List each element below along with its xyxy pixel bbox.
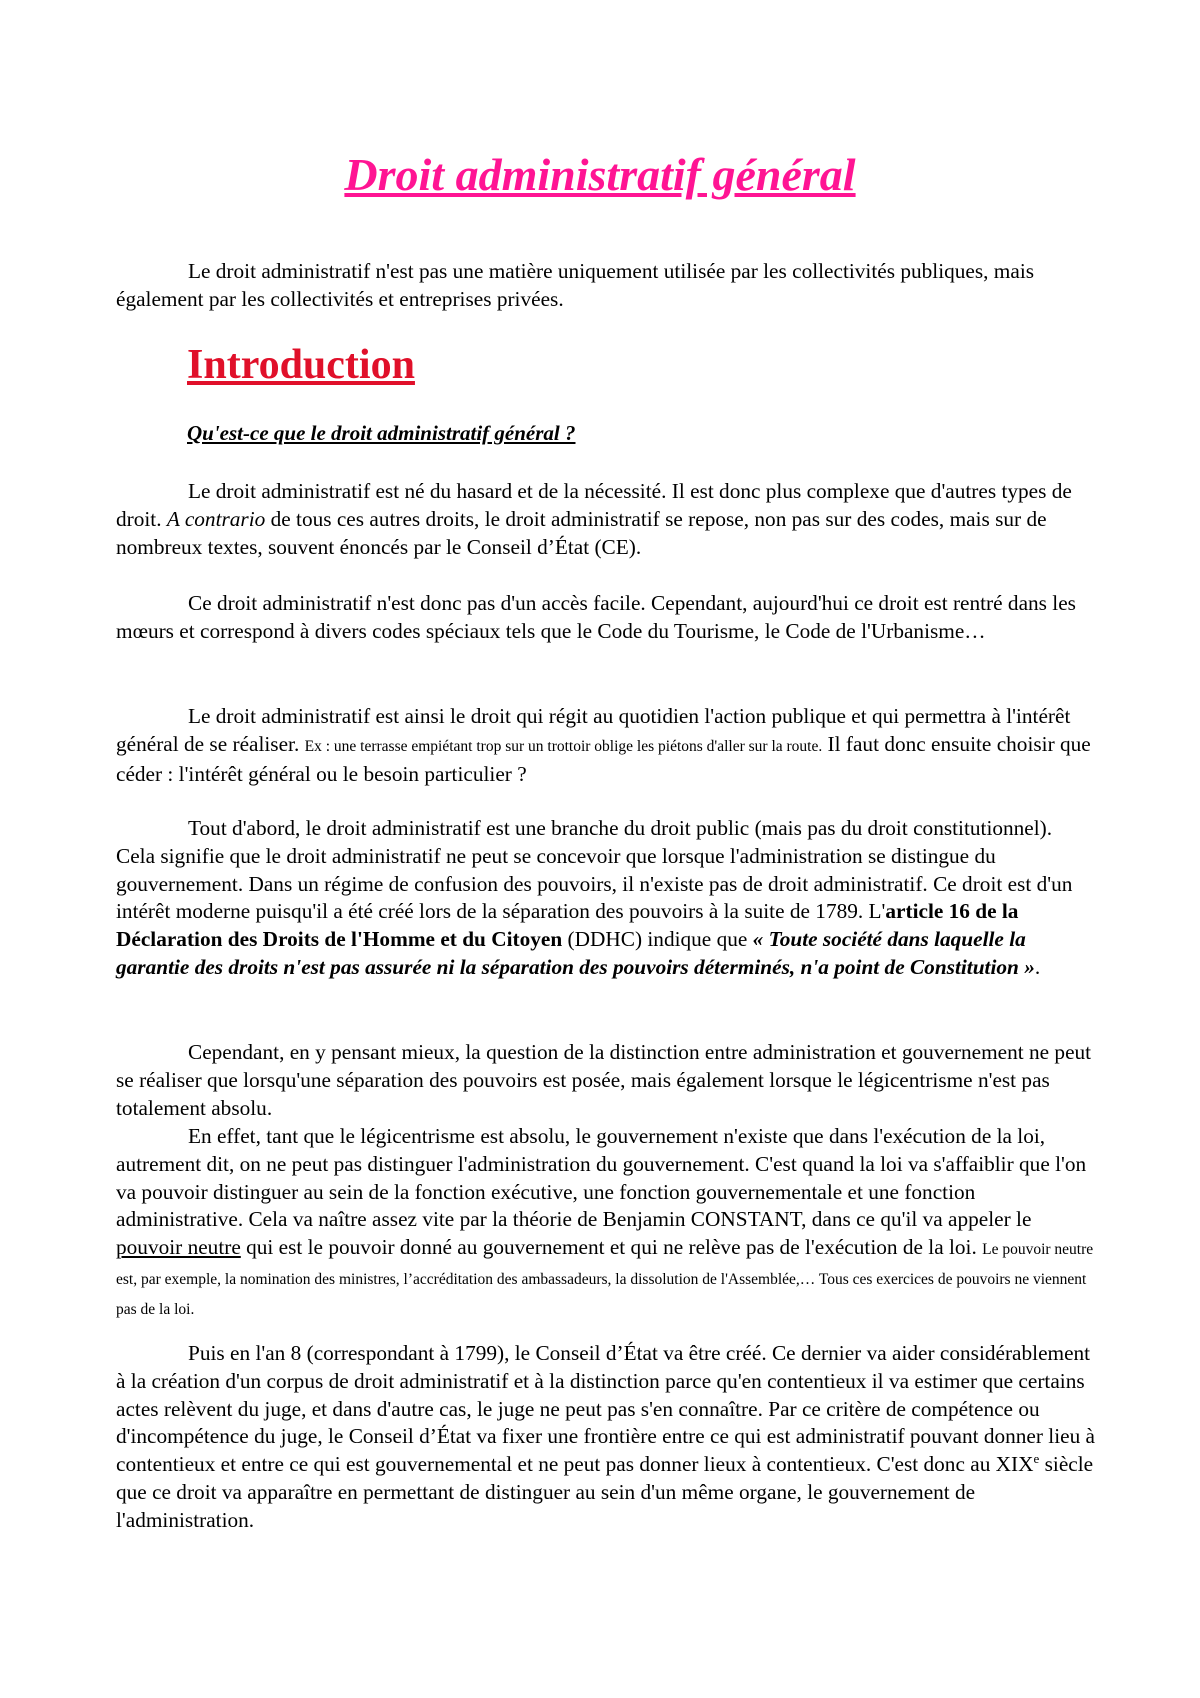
paragraph-3-text-a: Le droit administratif est ainsi le droit qui régit au quotidien l'action publique et qui permettra à l'intérêt général de se réaliser. (116, 704, 1071, 756)
question-subheading: Qu'est-ce que le droit administratif général ? (187, 421, 576, 445)
section-heading-introduction: Introduction (187, 342, 415, 388)
paragraph-4-quote: « Toute société dans laquelle la garantie des droits n'est pas assurée ni la séparation des pouvoirs déterminés, n'a point de Constitution » (116, 927, 1035, 979)
paragraph-4-text-c: (DDHC) indique que (562, 927, 753, 952)
paragraph-4-text-a: Tout d'abord, le droit administratif est une branche du droit public (mais pas du droit constitutionnel). Cela signifie que le droit administratif ne peut se concevoir que lorsque l'administration se distingue du gouvernement. Dans un régime de confusion des pouvoirs, il n'existe pas de droit administratif. Ce droit est d'un intérêt moderne puisqu'il a été créé lors de la séparation des pouvoirs à la suite de 1789. L' (116, 816, 1073, 924)
paragraph-4-text-e: . (1034, 954, 1041, 979)
paragraph-7 (116, 1340, 1096, 1535)
paragraph-5: Cependant, en y pensant mieux, la question de la distinction entre administration et gouvernement ne peut se réaliser que lorsqu'une séparation des pouvoirs est posée, mais également lorsque le légicentrisme n'est pas totalement absolu. (116, 1040, 1092, 1120)
paragraph-3 (116, 703, 1096, 788)
paragraph-4 (116, 815, 1096, 982)
document-title: Droit administratif général (344, 149, 856, 200)
paragraph-6-text-a: En effet, tant que le légicentrisme est absolu, le gouvernement n'existe que dans l'exécution de la loi, autrement dit, on ne peut pas distinguer l'administration du gouvernement. C'est quand la loi va s'affaiblir que l'on va pouvoir distinguer au sein de la fonction exécutive, une fonction gouvernementale et une fonction administrative. Cela va naître assez vite par la théorie de Benjamin CONSTANT, dans ce qu'il va appeler le (116, 1124, 1087, 1232)
paragraph-2: Ce droit administratif n'est donc pas d'un accès facile. Cependant, aujourd'hui ce droit est rentré dans les mœurs et correspond à divers codes spéciaux tels que le Code du Tourisme, le Code de l'Urbanisme… (116, 591, 1076, 643)
paragraph-6-example: Le pouvoir neutre est, par exemple, la nomination des ministres, l’accréditation des ambassadeurs, la dissolution de l'Assemblée,… Tous ces exercices de pouvoirs ne viennent pas de la loi. (116, 1241, 1094, 1318)
paragraph-7-text-a: Puis en l'an 8 (correspondant à 1799), le Conseil d’État va être créé. Ce dernier va aider considérablement à la création d'un corpus de droit administratif et à la distinction parce qu'en contentieux il va estimer que certains actes relèvent du juge, et dans d'autre cas, le juge ne peut pas s'en connaître. Par ce critère de compétence ou d'incompétence du juge, le Conseil d’État va fixer une frontière entre ce qui est administratif pouvant donner lieu à contentieux et entre ce qui est gouvernemental et ne peut pas donner lieux à contentieux. C'est donc au XIX (116, 1341, 1096, 1477)
paragraph-6-text-c: qui est le pouvoir donné au gouvernement et qui ne relève pas de l'exécution de la loi. (240, 1235, 983, 1260)
paragraph-3-text-c: Il faut donc ensuite choisir que céder : l'intérêt général ou le besoin particulier ? (116, 731, 1091, 786)
paragraph-4-article-reference: article 16 de la Déclaration des Droits de l'Homme et du Citoyen (116, 899, 1019, 952)
paragraph-3-example: Ex : une terrasse empiétant trop sur un trottoir oblige les piétons d'aller sur la route. (304, 737, 823, 755)
intro-paragraph: Le droit administratif n'est pas une matière uniquement utilisée par les collectivités publiques, mais également par les collectivités et entreprises privées. (116, 259, 1035, 311)
paragraph-6 (116, 1123, 1096, 1324)
paragraph-1 (116, 478, 1096, 561)
paragraph-6-underlined-term: pouvoir neutre (116, 1235, 241, 1260)
paragraph-1-italic-term: A contrario (166, 506, 266, 531)
paragraph-1-text-a: Le droit administratif est né du hasard et de la nécessité. Il est donc plus complexe que d'autres types de droit. (116, 479, 1072, 531)
paragraph-7-superscript: e (1033, 1451, 1040, 1467)
paragraph-7-text-c: siècle que ce droit va apparaître en permettant de distinguer au sein d'un même organe, le gouvernement de l'administration. (116, 1452, 1094, 1532)
paragraph-1-text-c: de tous ces autres droits, le droit administratif se repose, non pas sur des codes, mais sur de nombreux textes, souvent énoncés par le Conseil d’État (CE). (116, 506, 1047, 559)
